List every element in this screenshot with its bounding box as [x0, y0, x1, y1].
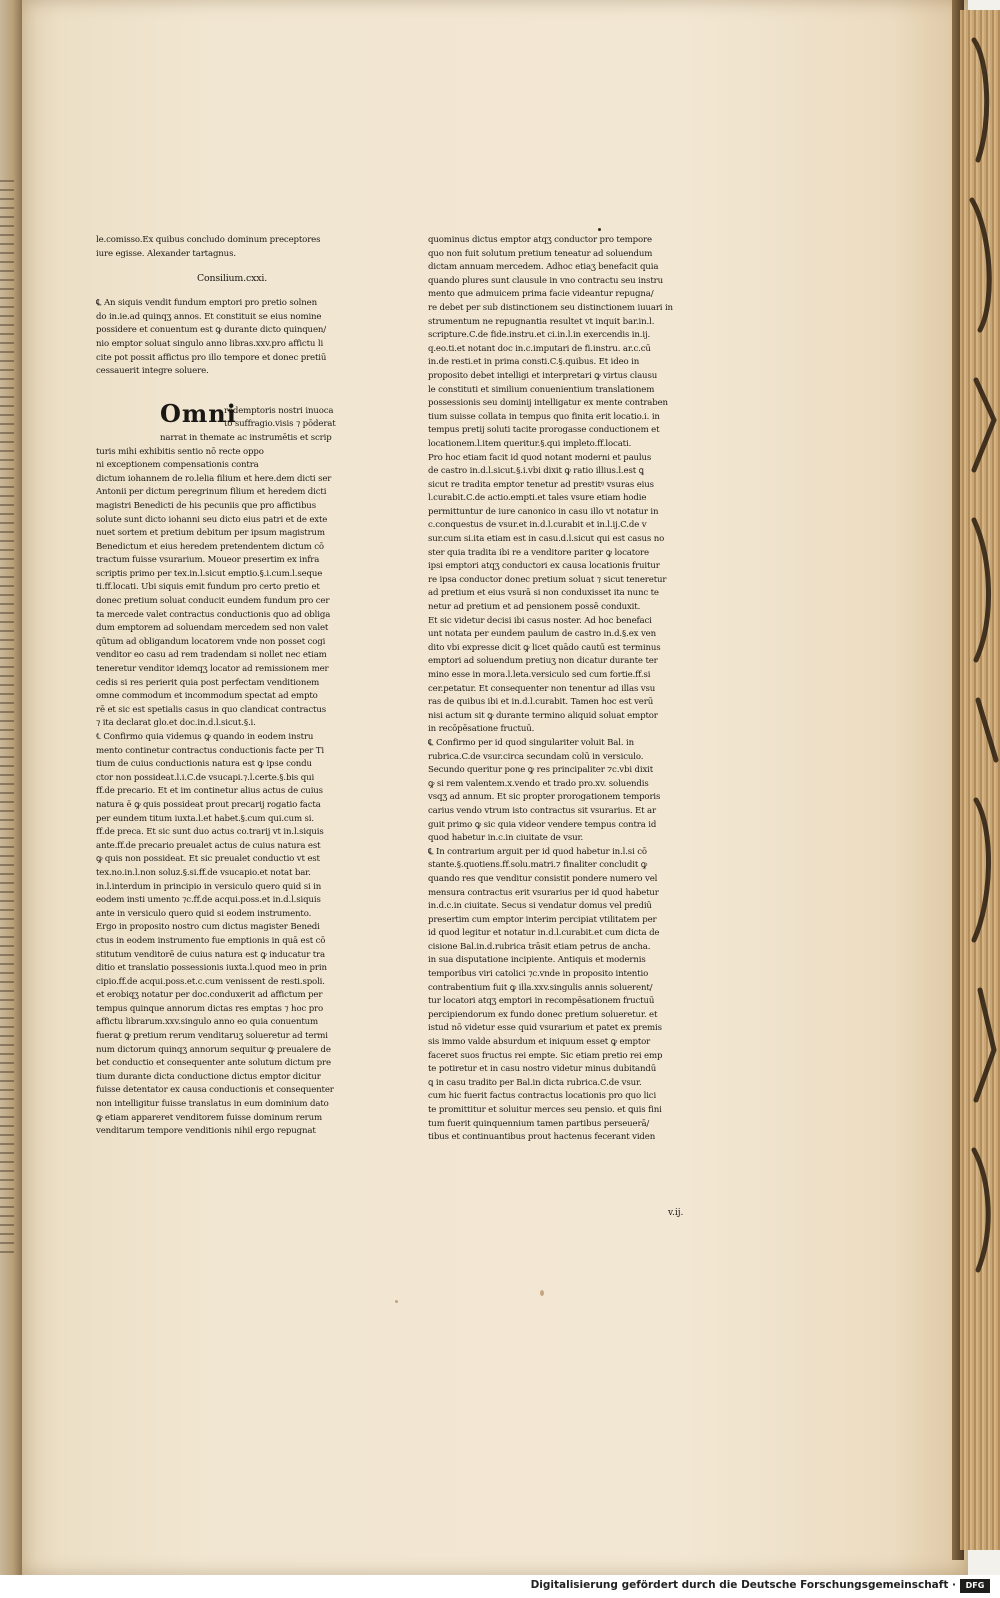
text-line: q.eo.ti.et notant doc in.c.imputari de fi.instru. ar.c.cū	[428, 343, 651, 354]
initial-word: Omni	[160, 398, 237, 428]
text-line: netur ad pretium et ad pensionem possē conduxit.	[428, 602, 641, 613]
text-line: rē et sic est spetialis casus in quo clandicat contractus	[96, 704, 326, 715]
text-line: faceret suos fructus rei empte. Sic etiam pretio rei emp	[428, 1050, 663, 1061]
paper-stain	[395, 1300, 398, 1303]
text-line: percipiendorum ex fundo donec pretium solueretur. et	[428, 1009, 658, 1020]
text-line: per eundem titum iuxta.l.et habet.§.cum qui.cum si.	[96, 813, 314, 824]
text-line: quod habetur in.c.in ciuitate de vsur.	[428, 833, 584, 844]
text-line: natura ē ꝙ quis possideat prout precarij rogatio facta	[96, 799, 321, 810]
text-line: stitutum venditorē de cuius natura est ꝙ inducatur tra	[96, 949, 325, 960]
text-line: ff.de precario. Et et im continetur alius actus de cuius	[96, 786, 323, 797]
text-line: id quod legitur et notatur in.d.l.curabit.et cum dicta de	[428, 928, 660, 939]
text-line: re ipsa conductor donec pretium soluat ⁊ sicut teneretur	[428, 574, 667, 585]
text-line: ipsi emptori atqʒ conductori ex causa locationis fruitur	[428, 561, 660, 572]
text-line: cer.petatur. Et consequenter non tenentur ad illas vsu	[428, 683, 656, 694]
text-line: possessionis seu dominij intelligatur ex mente contraben	[428, 398, 668, 409]
text-line: num dictorum quinqʒ annorum sequitur ꝙ preualere de	[96, 1044, 331, 1055]
text-line: quando res que venditur consistit pondere numero vel	[428, 873, 658, 884]
text-line: mensura contractus erit vsurarius per id quod habetur	[428, 887, 659, 898]
text-line: in.l.interdum in principio in versiculo quero quid si in	[96, 881, 322, 892]
text-line: fuisse detentator ex causa conductionis et consequenter	[96, 1085, 334, 1096]
summary-line: nio emptor soluat singulo anno libras.xxv.pro affictu li	[96, 338, 324, 349]
text-line: turis mihi exhibitis sentio nō recte oppo	[96, 446, 264, 457]
text-line: tur locatori atqʒ emptori in recompēsationem fructuū	[428, 996, 655, 1007]
text-line: scriptis primo per tex.in.l.sicut emptio.§.i.cum.l.seque	[96, 568, 323, 579]
text-line: redemptoris nostri inuoca	[224, 405, 334, 416]
text-line: tractum fuisse vsurarium. Moueor presertim ex infra	[96, 555, 320, 566]
text-line: scripture.C.de fide.instru.et ci.in.l.in exercendis in.ij.	[428, 330, 651, 341]
text-line: temporibus viri catolici ⁊c.vnde in proposito intentio	[428, 969, 649, 980]
text-line: omne commodum et incommodum spectat ad empto	[96, 691, 318, 702]
text-line: c.conquestus de vsur.et in.d.l.curabit et in.l.ij.C.de v	[428, 520, 647, 531]
text-line: ster quia tradita ibi re a venditore pariter ꝙ locatore	[428, 547, 649, 558]
text-line: re debet per sub distinctionem seu distinctionem iuuari in	[428, 302, 673, 313]
text-line: ctor non possideat.l.i.C.de vsucapi.⁊.l.certe.§.bis qui	[96, 772, 315, 783]
text-line: stante.§.quotiens.ff.solu.matri.⁊ finaliter concludit ꝙ	[428, 860, 648, 871]
text-line: ta mercede valet contractus conductionis quo ad obliga	[96, 609, 331, 620]
facing-page-text-fringe	[0, 180, 14, 1260]
text-line: in.de resti.et in prima consti.C.§.quibus. Et ideo in	[428, 357, 640, 368]
text-line: in recōpēsatione fructuū.	[428, 724, 535, 735]
text-line: cedis si res perierit quia post perfectam venditionem	[96, 677, 320, 688]
text-line: Ergo in proposito nostro cum dictus magister Benedi	[96, 922, 320, 933]
text-line: in.d.c.in ciuitate. Secus si vendatur domus vel prediū	[428, 901, 652, 912]
text-line: ꝙ etiam appareret venditorem fuisse dominum rerum	[96, 1112, 322, 1123]
text-line: quando plures sunt clausule in vno contractu seu instru	[428, 275, 663, 286]
initial-block	[96, 398, 368, 446]
text-line: guit primo ꝙ sic quia videor vendere tempus contra id	[428, 819, 657, 830]
summary-line: do in.ie.ad quinqʒ annos. Et constituit se eius nomine	[96, 311, 322, 322]
text-line: strumentum ne repugnantia resultet vt inquit bar.in.l.	[428, 316, 655, 327]
text-line: vsqʒ ad annum. Et sic propter prorogationem temporis	[428, 792, 661, 803]
text-line: proposito debet intelligi et interpretari ꝙ virtus clausu	[428, 370, 658, 381]
left-body-text	[96, 446, 368, 1139]
text-line: istud nō videtur esse quid vsurarium et patet ex premis	[428, 1023, 662, 1034]
signature-mark: v.ij.	[668, 1208, 684, 1218]
text-line: locationem.l.item queritur.§.qui impleto.ff.locati.	[428, 438, 632, 449]
text-line: emptori ad soluendum pretiuʒ non dicatur durante ter	[428, 656, 658, 667]
text-line: unt notata per eundem paulum de castro in.d.§.ex ven	[428, 629, 656, 640]
text-line: iure egisse. Alexander tartagnus.	[96, 248, 236, 259]
text-line: dum emptorem ad soluendam mercedem sed non valet	[96, 623, 329, 634]
text-line: cum hic fuerit factus contractus locationis pro quo lici	[428, 1091, 657, 1102]
text-line: tempus quinque annorum dictas res emptas ⁊ hoc pro	[96, 1003, 324, 1014]
text-line: tium suisse collata in tempus quo finita erit locatio.i. in	[428, 411, 660, 422]
text-line: ctus in eodem instrumento fue emptionis in quā est cō	[96, 935, 326, 946]
text-line: Benedictum et eius heredem pretendentem dictum cō	[96, 541, 324, 552]
text-line: ⁊ ita declarat glo.et doc.in.d.l.sicut.§.i.	[96, 718, 256, 729]
text-line: donec pretium soluat conducit eundem fundum pro cer	[96, 596, 330, 607]
consilium-heading: Consilium.cxxi.	[196, 273, 268, 285]
text-line: Antonii per dictum peregrinum filium et heredem dicti	[96, 487, 327, 498]
text-line: ꝙ quis non possideat. Et sic preualet conductio vt est	[96, 854, 320, 865]
text-line: nuet sortem et pretium debitum per ipsum magistrum	[96, 528, 325, 539]
text-line: sicut re tradita emptor tenetur ad prestitꝰ vsuras eius	[428, 479, 654, 490]
text-line: dito vbi expresse dicit ꝙ licet quādo cautū est terminus	[428, 642, 661, 653]
text-line: ꝙ si rem valentem.x.vendo et trado pro.xv. soluendis	[428, 778, 649, 789]
text-line: tium durante dicta conductione dictus emptor dicitur	[96, 1071, 321, 1082]
text-line: cipio.ff.de acqui.poss.et.c.cum venissent de resti.spoli.	[96, 976, 325, 987]
left-text-column	[96, 234, 368, 1139]
text-line: permittuntur de iure canonico in casu illo vt notatur in	[428, 506, 659, 517]
text-line: te potiretur et in casu nostro videtur minus dubitandū	[428, 1064, 657, 1075]
text-line: ditio et translatio possessionis iuxta.l.quod meo in prin	[96, 963, 327, 974]
text-line: cisione Bal.in.d.rubrica trāsit etiam petrus de ancha.	[428, 941, 651, 952]
text-line: fuerat ꝙ pretium rerum venditaruʒ solueretur ad termi	[96, 1031, 328, 1042]
text-line: ante in versiculo quero quid si eodem instrumento.	[96, 908, 312, 919]
funding-note: Digitalisierung gefördert durch die Deutsche Forschungsgemeinschaft ·	[530, 1579, 956, 1591]
text-line: qūtum ad obligandum locatorem vnde non posset cogi	[96, 636, 326, 647]
text-line: Pro hoc etiam facit id quod notant moderni et paulus	[428, 452, 652, 463]
text-line: et erobiqʒ notatur per doc.conduxerit ad affictum per	[96, 990, 323, 1001]
text-line: ante.ff.de precario preualet actus de cuius natura est	[96, 840, 321, 851]
text-line: ad pretium et eius vsurā si non conduxisset ita nunc te	[428, 588, 659, 599]
text-line: quominus dictus emptor atqʒ conductor pro tempore	[428, 235, 652, 245]
paper-stain	[540, 1290, 544, 1296]
summary-line: cite pot possit affictus pro illo tempore et donec pretiū	[96, 352, 327, 363]
text-line: le.comisso.Ex quibus concludo dominum preceptores	[96, 235, 321, 245]
text-line: venditarum tempore venditionis nihil ergo repugnat	[96, 1126, 316, 1137]
text-line: ℄ Confirmo quia videmus ꝙ quando in eodem instru	[96, 732, 314, 742]
text-line: tium de cuius conductionis natura est ꝙ ipse condu	[96, 759, 312, 770]
summary-line: ℄ An siquis vendit fundum emptori pro pretio solnen	[96, 298, 317, 309]
text-line: venditor eo casu ad rem tradendam si nollet nec etiam	[96, 650, 327, 661]
text-line: teneretur venditor idemqʒ locator ad remissionem mer	[96, 664, 329, 675]
text-line: dictam annuam mercedem. Adhoc etiaʒ benefacit quia	[428, 262, 659, 273]
text-line: de castro in.d.l.sicut.§.i.vbi dixit ꝙ ratio illius.l.est ꝗ	[428, 466, 644, 477]
text-line: eodem insti umento ⁊c.ff.de acqui.poss.et in.d.l.siquis	[96, 895, 321, 906]
text-line: in sua disputatione incipiente. Antiquis et modernis	[428, 955, 646, 966]
text-line: presertim cum emptor interim percipiat vtilitatem per	[428, 914, 657, 925]
summary-line: cessauerit integre soluere.	[96, 366, 209, 377]
text-line: ℄ In contrarium arguit per id quod habetur in.l.si cō	[428, 846, 647, 857]
text-line: ni exceptionem compensationis contra	[96, 460, 259, 471]
text-line: l.curabit.C.de actio.empti.et tales vsure etiam hodie	[428, 493, 647, 504]
text-line: le constituti et similium conuenientium translationem	[428, 384, 655, 395]
text-line: narrat in themate ac instrumētis et scrip	[160, 432, 332, 443]
text-line: mento continetur contractus conductionis facte per Ti	[96, 745, 324, 756]
summary-line: possidere et conuentum est ꝙ durante dicto quinquen/	[96, 325, 327, 336]
text-line: rubrica.C.de vsur.circa secundam colū in versiculo.	[428, 751, 644, 762]
text-line: Secundo queritur pone ꝙ res principaliter ⁊c.vbi dixit	[428, 765, 654, 776]
text-line: ℄ Confirmo per id quod singulariter voluit Bal. in	[428, 737, 634, 748]
text-line: sur.cum si.ita etiam est in casu.d.l.sicut qui est casus no	[428, 534, 665, 545]
text-line: tibus et continuantibus prout hactenus fecerant viden	[428, 1132, 656, 1143]
text-line: ti.ff.locati. Ubi siquis emit fundum pro certo pretio et	[96, 582, 320, 593]
text-line: affictu librarum.xxv.singulo anno eo quia conuentum	[96, 1017, 319, 1028]
text-line: ꝗ in casu tradito per Bal.in dicta rubrica.C.de vsur.	[428, 1077, 642, 1088]
text-line: ff.de preca. Et sic sunt duo actus co.trarij vt in.l.siquis	[96, 827, 324, 838]
text-line: contrabentium fuit ꝙ illa.xxv.singulis annis soluerent/	[428, 982, 653, 993]
text-line: quo non fuit solutum pretium teneatur ad soluendum	[428, 248, 653, 259]
right-text-column	[428, 234, 711, 1145]
text-line: bet conductio et consequenter ante solutum dictum pre	[96, 1058, 331, 1069]
text-line: dictum iohannem de ro.lelia filium et here.dem dicti ser	[96, 473, 332, 484]
text-line: ras de quibus ibi et in.d.l.curabit. Tamen hoc est verū	[428, 697, 654, 708]
text-line: solute sunt dicto iohanni seu dicto eius patri et de exte	[96, 514, 328, 525]
text-line: nisi actum sit ꝙ durante termino aliquid soluat emptor	[428, 710, 658, 721]
ink-dot	[598, 228, 601, 231]
text-line: sis immo valde absurdum et iniquum esset ꝙ emptor	[428, 1037, 651, 1048]
text-line: mino esse in mora.l.leta.versiculo sed cum fortie.ff.si	[428, 670, 651, 680]
text-line: carius vendo vtrum isto contractus sit vsurarius. Et ar	[428, 805, 656, 816]
text-line: magistri Benedicti de his pecuniis que pro affictibus	[96, 500, 316, 511]
text-line: tempus pretij soluti tacite prorogasse conductionem et	[428, 425, 660, 436]
dfg-logo: DFG	[960, 1579, 990, 1593]
text-line: tex.no.in.l.non soluz.§.si.ff.de vsucapio.et notat bar.	[96, 867, 311, 878]
text-line: non intelligitur fuisse translatus in eum dominium dato	[96, 1099, 329, 1110]
fore-edge-lettering	[968, 0, 1000, 1560]
text-line: Et sic videtur decisi ibi casus noster. Ad hoc benefaci	[428, 615, 652, 626]
text-line: te promittitur et soluitur merces seu pensio. et ꝗuis fini	[428, 1105, 662, 1115]
text-line: mento que admuicem prima facie videantur repugna/	[428, 289, 654, 300]
text-line: tum fuerit quinquennium tamen partibus perseuerā/	[428, 1118, 650, 1129]
text-line: to suffragio.visis ⁊ pōderat	[224, 419, 336, 430]
